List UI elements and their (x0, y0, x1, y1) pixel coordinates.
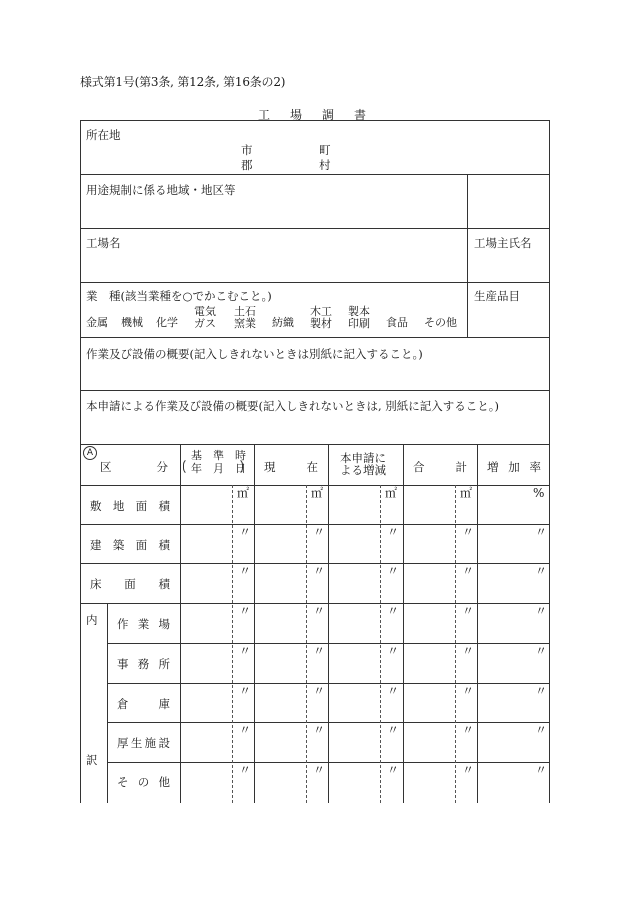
row-label-warehouse: 倉 庫 (117, 697, 170, 711)
ditto-mark: 〃 (535, 525, 548, 539)
category-header: 区 分 (100, 460, 168, 474)
ditto-mark: 〃 (313, 564, 326, 578)
total-header: 合 計 (413, 460, 467, 474)
industry-other: その他 (424, 316, 457, 329)
rule (328, 444, 329, 803)
industry-label: 業 種(該当業種を○でかこむこと。) (86, 289, 272, 303)
industry-food: 食品 (386, 316, 408, 329)
breakdown-label-top: 内 (86, 613, 98, 627)
rule (107, 603, 108, 803)
title-char-4: 書 (354, 108, 367, 122)
unit-percent: % (533, 486, 545, 500)
unit-sqm: ㎡ (460, 486, 473, 500)
ditto-mark: 〃 (313, 763, 326, 777)
change-header: 本申請に よる増減 (340, 451, 386, 477)
ditto-mark: 〃 (387, 525, 400, 539)
ditto-mark: 〃 (239, 644, 252, 658)
ditto-mark: 〃 (535, 723, 548, 737)
ditto-mark: 〃 (313, 723, 326, 737)
base-date-ymd: 年 月 日 (191, 462, 246, 475)
ditto-mark: 〃 (313, 525, 326, 539)
rule (254, 444, 255, 803)
industry-metal: 金属 (86, 316, 108, 329)
ditto-mark: 〃 (462, 564, 475, 578)
current-header: 現 在 (264, 460, 318, 474)
ditto-mark: 〃 (313, 604, 326, 618)
industry-chemistry: 化学 (156, 316, 178, 329)
ditto-mark: 〃 (462, 604, 475, 618)
dashed-rule (455, 485, 456, 803)
row-label-floor-area: 床 面 積 (90, 577, 170, 591)
ditto-mark: 〃 (462, 644, 475, 658)
industry-electric-gas: 電気 ガス (194, 305, 216, 330)
unit-sqm: ㎡ (237, 486, 250, 500)
title-char-1: 工 (258, 108, 271, 122)
ditto-mark: 〃 (462, 525, 475, 539)
rule (467, 174, 468, 337)
ditto-mark: 〃 (313, 684, 326, 698)
row-label-building-area: 建 築 面 積 (90, 538, 170, 552)
dashed-rule (232, 485, 233, 803)
industry-textile: 紡織 (272, 316, 294, 329)
rule (80, 390, 550, 391)
location-label: 所在地 (86, 128, 121, 142)
factory-owner-label: 工場主氏名 (474, 236, 532, 250)
ditto-mark: 〃 (387, 604, 400, 618)
form-reference: 様式第1号(第3条, 第12条, 第16条の2) (80, 75, 286, 89)
base-date-header: 基 準 時 (191, 449, 246, 462)
ditto-mark: 〃 (239, 684, 252, 698)
row-label-workshop: 作 業 場 (117, 617, 170, 631)
rule (80, 444, 550, 445)
ditto-mark: 〃 (462, 723, 475, 737)
product-label: 生産品目 (474, 289, 520, 303)
ditto-mark: 〃 (535, 763, 548, 777)
ditto-mark: 〃 (535, 644, 548, 658)
breakdown-label-bottom: 訳 (86, 753, 98, 767)
rule (477, 444, 478, 803)
ditto-mark: 〃 (239, 564, 252, 578)
ditto-mark: 〃 (387, 564, 400, 578)
row-label-other: そ の 他 (117, 775, 170, 789)
ditto-mark: 〃 (313, 644, 326, 658)
rule (180, 444, 181, 803)
rule (403, 444, 404, 803)
rule (80, 337, 550, 338)
ditto-mark: 〃 (462, 763, 475, 777)
industry-wood: 木工 製材 (310, 305, 332, 330)
row-label-welfare: 厚 生 施 設 (117, 736, 170, 750)
ditto-mark: 〃 (239, 604, 252, 618)
ditto-mark: 〃 (239, 763, 252, 777)
ditto-mark: 〃 (239, 723, 252, 737)
county-label: 郡 (241, 158, 253, 172)
village-label: 村 (319, 158, 331, 172)
overview-label: 作業及び設備の概要(記入しきれないときは別紙に記入すること。) (86, 347, 423, 361)
dashed-rule (306, 485, 307, 803)
rule (80, 282, 550, 283)
city-label: 市 (241, 143, 253, 157)
title-char-2: 場 (290, 108, 303, 122)
ditto-mark: 〃 (387, 723, 400, 737)
ditto-mark: 〃 (387, 684, 400, 698)
factory-name-label: 工場名 (86, 236, 121, 250)
marker-circle-a: A (83, 446, 97, 460)
rate-header: 増 加 率 (487, 460, 541, 474)
rule (80, 174, 550, 175)
ditto-mark: 〃 (239, 525, 252, 539)
ditto-mark: 〃 (462, 684, 475, 698)
industry-printing: 製本 印刷 (348, 305, 370, 330)
ditto-mark: 〃 (535, 684, 548, 698)
row-label-office: 事 務 所 (117, 657, 170, 671)
ditto-mark: 〃 (535, 564, 548, 578)
zoning-label: 用途規制に係る地域・地区等 (86, 183, 236, 197)
ditto-mark: 〃 (535, 604, 548, 618)
title-char-3: 調 (322, 108, 335, 122)
unit-sqm: ㎡ (311, 486, 324, 500)
industry-machinery: 機械 (121, 316, 143, 329)
ditto-mark: 〃 (387, 763, 400, 777)
town-label: 町 (319, 143, 331, 157)
rule (80, 228, 550, 229)
unit-sqm: ㎡ (385, 486, 398, 500)
overview-request-label: 本申請による作業及び設備の概要(記入しきれないときは, 別紙に記入すること。) (86, 399, 500, 413)
row-label-site-area: 敷 地 面 積 (90, 499, 170, 513)
dashed-rule (380, 485, 381, 803)
ditto-mark: 〃 (387, 644, 400, 658)
industry-ceramics: 土石 窯業 (234, 305, 256, 330)
